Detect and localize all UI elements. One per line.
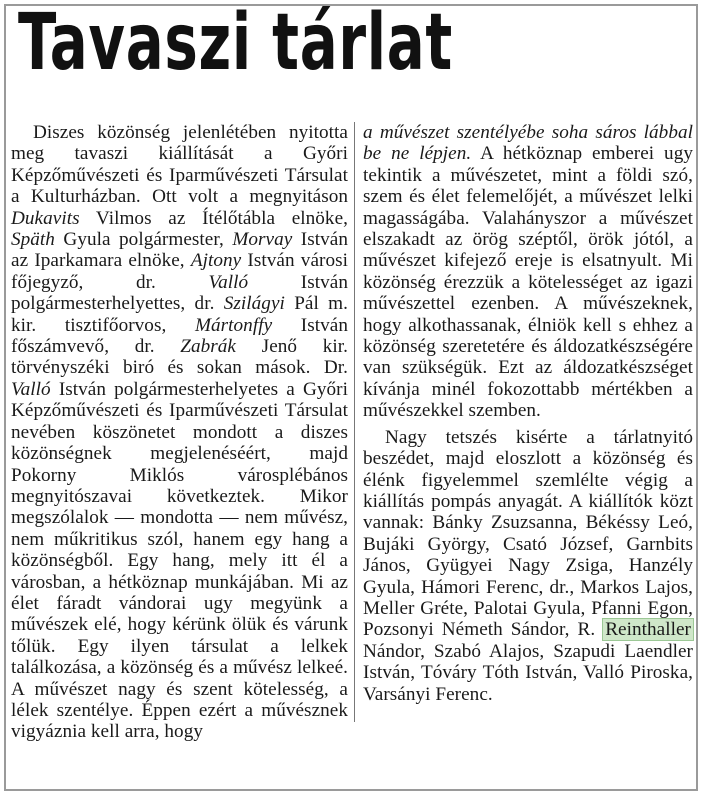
highlighted-name[interactable]: Reinthaller (605, 619, 691, 641)
left-paragraph (11, 122, 348, 743)
text-run: A hétköznap emberei ugy tekintik a művészetet, mint a földi szó, szem és élet felemelőjét, a művészet lelki magasságába. Valahányszor a művészet elszakadt az örög széptől, örök jótól, a művészet kifejező ereje is elsatnyult. Mi közönség érezzük a kötelességet az igazi művészettel ezenben. A művészeknek, hogy alkothassanak, élniök kell s ehhez a közönség szeretetére és áldozatkészségére van szükségük. Ezt az áldozatkészséget kívánja minél fokozottabb mértékben a művészekkel szemben. (363, 143, 693, 422)
left-column (11, 122, 348, 743)
article-headline: Tavaszi tárlat (18, 0, 453, 88)
name-italic: Dukavits (11, 207, 80, 229)
text-run: Gyula polgármester, (54, 229, 233, 251)
text-run: István polgármesterhelyetes a Győri Képzőművészeti és Iparművészeti Társulat nevében köszönetet mondott a diszes közönségnek megjelenéséért, majd Pokorny Miklós városplébános megnyitószavai következtek. Mikor megszólalok — mondotta — nem művész, nem műkritikus szól, hanem egy hang a közönségből. Egy hang, mely itt él a városban, a hétköznap munkájában. Mi az élet fáradt vándorai ugy megyünk a művészek elé, hogy kérünk ölük és várunk tőlük. Egy ilyen társulat a lelkek találkozása, a közönség és a művész lelkeé. A művészet nagy és szent kötelesség, a lélek szentélye. Éppen ezért a művésznek vigyáznia kell arra, hogy (11, 378, 348, 743)
text-run: István városi főjegyző, dr. (11, 250, 348, 293)
text-run: István polgármesterhelyettes, dr. (11, 271, 348, 315)
name-italic: Ajtony (190, 250, 242, 272)
text-run: Pál m. kir. tisztifőorvos, (11, 293, 348, 336)
name-italic: Valló (11, 378, 51, 400)
name-italic: Szilágyi (223, 293, 285, 315)
name-italic: Späth (11, 229, 55, 251)
name-italic: Zabrák (180, 336, 237, 358)
text-run: Nagy tetszés kisérte a tárlatnyitó beszédet, majd eloszlott a közönség és élénk figyelemmel szemlélte végig a kiállítás pompás anyagát. A kiállítók közt vannak: Bánky Zsuzsanna, Békéssy Leó, Bujáki György, Csató József, Garnbits János, Gyügyei Nagy Zsiga, Hanzély Gyula, Hámori Ferenc, dr., Markos Lajos, Meller Gréte, Palotai Gyula, Pfanni Egon, Pozsonyi Németh Sándor, R. (363, 426, 693, 641)
right-paragraph-1 (363, 122, 693, 422)
right-paragraph-2 (363, 427, 693, 705)
text-run: Jenő kir. törvényszéki biró és sokan mások. Dr. (11, 336, 348, 379)
name-italic: Morvay (232, 229, 293, 251)
text-run: István főszámvevő, dr. (11, 314, 349, 358)
text-run: Diszes közönség jelenlétében nyitotta meg tavaszi kiállítását a Győri Képzőművészeti és Iparművészeti Társulat a Kulturházban. Ott volt a megnyitáson (11, 122, 348, 208)
right-column (363, 122, 693, 705)
name-italic: Mártonffy (194, 314, 273, 336)
italic-quote: a művészet szentélyébe soha sáros lábbal be ne lépjen. (363, 122, 693, 165)
text-run: István az Iparkamara elnöke, (11, 229, 348, 272)
text-run: Vilmos az Ítélőtábla elnöke, (79, 207, 348, 229)
column-divider (354, 122, 355, 722)
text-run: Nándor, Szabó Alajos, Szapudi Laendler István, Tóváry Tóth István, Valló Piroska, Varsányi Ferenc. (363, 640, 693, 705)
name-italic: Valló (208, 271, 249, 293)
